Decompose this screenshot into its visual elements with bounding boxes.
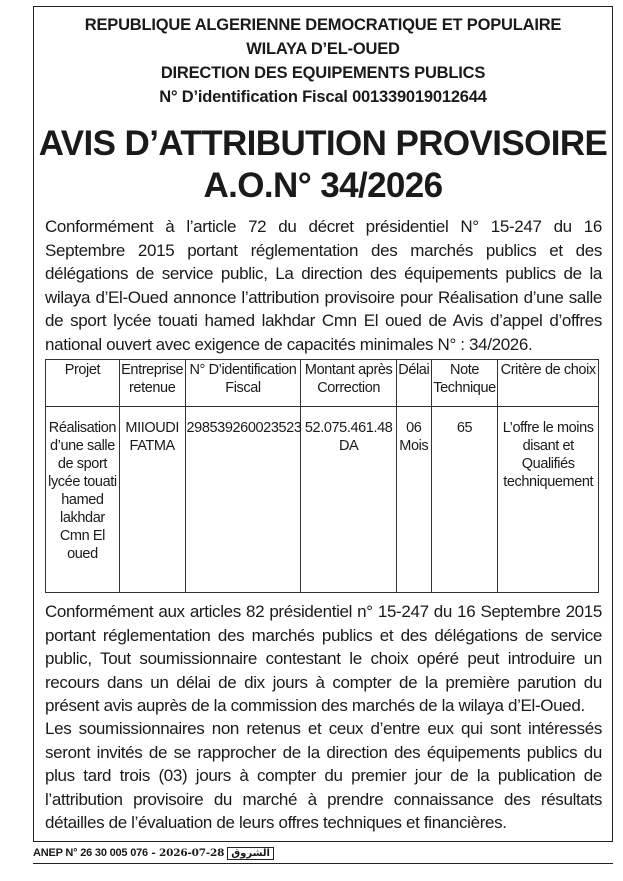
cell-projet: Réalisation d’une salle de sport lycée touati hamed lakhdar Cmn El oued — [46, 407, 120, 593]
col-header-projet: Projet — [46, 360, 120, 407]
intro-paragraph: Conformément à l’article 72 du décret présidentiel N° 15-247 du 16 Septembre 2015 portant réglementation des marchés publics et des délégations de service public, La direction des équipements publics de la wilaya d’El-Oued annonce l’attribution provisoire pour Réalisation d’une salle de sport lycée touati hamed lakhdar Cmn El oued de Avis d’appel d’offres national ouvert avec exigence de capacités minimales N° : 34/2026. — [45, 217, 602, 354]
cell-critere: L’offre le moins disant et Qualifiés techniquement — [498, 407, 599, 593]
newspaper-logo: الشروق — [227, 847, 274, 860]
footer-reference — [33, 847, 274, 859]
award-table — [45, 359, 599, 593]
col-header-delai: Délai — [396, 360, 431, 407]
header-direction: DIRECTION DES EQUIPEMENTS PUBLICS — [160, 64, 486, 82]
cell-nif: 298539260023523 — [185, 407, 301, 593]
notice-title: AVIS D’ATTRIBUTION PROVISOIRE — [38, 124, 608, 163]
footer-separator: - — [147, 847, 160, 859]
header-fiscal-id: N° D’identification Fiscal 001339019012644 — [159, 88, 487, 106]
footer — [33, 843, 613, 865]
publication-date: 2026-07-28 — [159, 847, 225, 859]
col-header-nif: N° D’identification Fiscal — [185, 360, 301, 407]
header-republic: REPUBLIQUE ALGERIENNE DEMOCRATIQUE ET POPULAIRE — [84, 16, 562, 34]
table-row — [46, 407, 599, 593]
col-header-montant: Montant après Correction — [301, 360, 396, 407]
anep-reference: ANEP N° 26 30 005 076 — [33, 847, 148, 859]
cell-note: 65 — [431, 407, 498, 593]
tender-number: A.O.N° 34/2026 — [203, 166, 443, 205]
cell-entreprise: MIIOUDI FATMA — [119, 407, 185, 593]
col-header-entreprise: Entreprise retenue — [119, 360, 185, 407]
bidders-paragraph: Les soumissionnaires non retenus et ceux d’entre eux qui sont intéressés seront invités de se rapprocher de la direction des équipements publics du plus tard trois (03) jours à compter du premier jour de la publication de l’attribution provisoire du marché à prendre connaissance des résultats détailles de l’évaluation de leurs offres techniques et financières. — [45, 719, 602, 832]
col-header-note: Note Technique — [431, 360, 498, 407]
cell-montant: 52.075.461.48 DA — [301, 407, 396, 593]
col-header-critere: Critère de choix — [498, 360, 599, 407]
table-header-row — [46, 360, 599, 407]
cell-delai: 06 Mois — [396, 407, 431, 593]
appeal-paragraph: Conformément aux articles 82 présidentiel n° 15-247 du 16 Septembre 2015 portant réglementation des marchés publics et des délégations de service public, Tout soumissionnaire contestant le choix opéré peut introduire un recours dans un délai de dix jours à compter de la première parution du présent avis auprès de la commission des marchés de la wilaya d’El-Oued. — [45, 602, 602, 715]
header-wilaya: WILAYA D’EL-OUED — [246, 40, 400, 58]
footer-divider — [33, 863, 613, 864]
